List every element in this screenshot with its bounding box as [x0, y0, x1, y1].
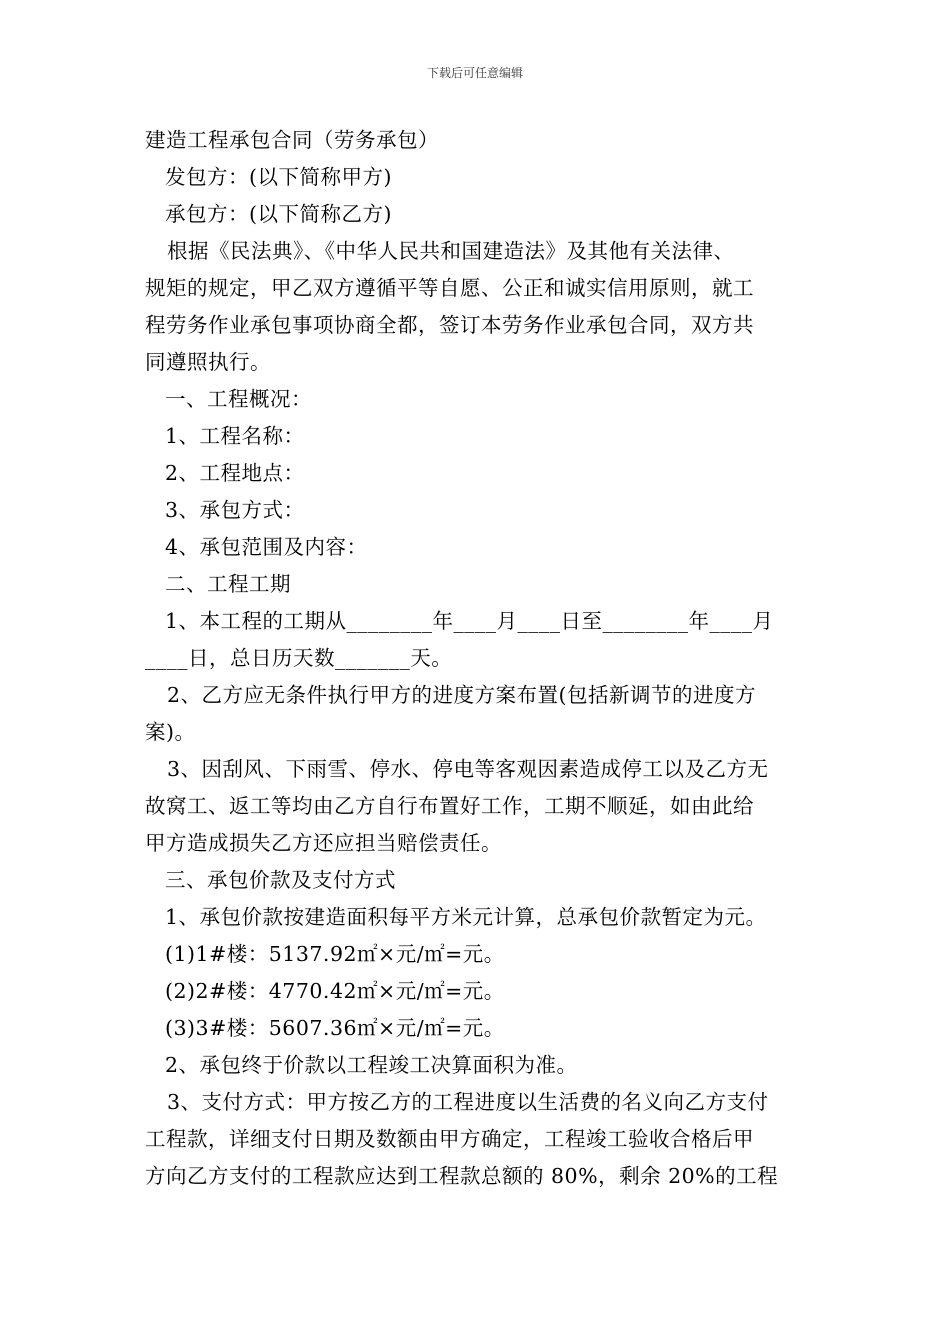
intro-line: 程劳务作业承包事项协商全都，签订本劳务作业承包合同，双方共	[145, 313, 754, 337]
building-line: (2)2#楼：4770.42㎡×元/㎡=元。	[165, 979, 505, 1003]
paragraph-line: 1、承包价款按建造面积每平方米元计算，总承包价款暂定为元。	[165, 905, 767, 929]
document-body	[145, 122, 810, 1195]
list-item: 4、承包范围及内容：	[165, 535, 368, 559]
paragraph-line: 方向乙方支付的工程款应达到工程款总额的 80%，剩余 20%的工程	[145, 1164, 779, 1188]
paragraph-line: 3、支付方式：甲方按乙方的工程进度以生活费的名义向乙方支付	[167, 1090, 769, 1114]
document-title: 建造工程承包合同（劳务承包）	[145, 128, 439, 152]
paragraph-line: 工程款，详细支付日期及数额由甲方确定，工程竣工验收合格后甲	[145, 1127, 754, 1151]
party-a-line: 发包方：(以下简称甲方)	[165, 165, 392, 189]
page-header: 下载后可任意编辑	[426, 66, 523, 80]
paragraph-line: 1、本工程的工期从________年____月____日至________年____月	[165, 609, 774, 633]
paragraph-line: 2、承包终于价款以工程竣工决算面积为准。	[165, 1053, 578, 1077]
section-heading: 三、承包价款及支付方式	[165, 868, 396, 892]
list-item: 3、承包方式：	[165, 498, 305, 522]
intro-line: 同遵照执行。	[145, 350, 271, 374]
intro-line: 根据《民法典》、《中华人民共和国建造法》及其他有关法律、	[167, 239, 735, 263]
section-heading: 二、工程工期	[165, 572, 291, 596]
paragraph-line: ____日，总日历天数_______天。	[145, 646, 453, 670]
list-item: 2、工程地点：	[165, 461, 305, 485]
paragraph-line: 案)。	[145, 720, 196, 744]
section-heading: 一、工程概况：	[165, 387, 312, 411]
paragraph-line: 故窝工、返工等均由乙方自行布置好工作，工期不顺延，如由此给	[145, 794, 754, 818]
paragraph-line: 2、乙方应无条件执行甲方的进度方案布置(包括新调节的进度方	[167, 683, 757, 707]
list-item: 1、工程名称：	[165, 424, 305, 448]
paragraph-line: 3、因刮风、下雨雪、停水、停电等客观因素造成停工以及乙方无	[167, 757, 769, 781]
paragraph-line: 甲方造成损失乙方还应担当赔偿责任。	[145, 831, 502, 855]
party-b-line: 承包方：(以下简称乙方)	[165, 202, 392, 226]
building-line: (1)1#楼：5137.92㎡×元/㎡=元。	[165, 942, 505, 966]
intro-line: 规矩的规定，甲乙双方遵循平等自愿、公正和诚实信用原则，就工	[145, 276, 754, 300]
building-line: (3)3#楼：5607.36㎡×元/㎡=元。	[165, 1016, 505, 1040]
